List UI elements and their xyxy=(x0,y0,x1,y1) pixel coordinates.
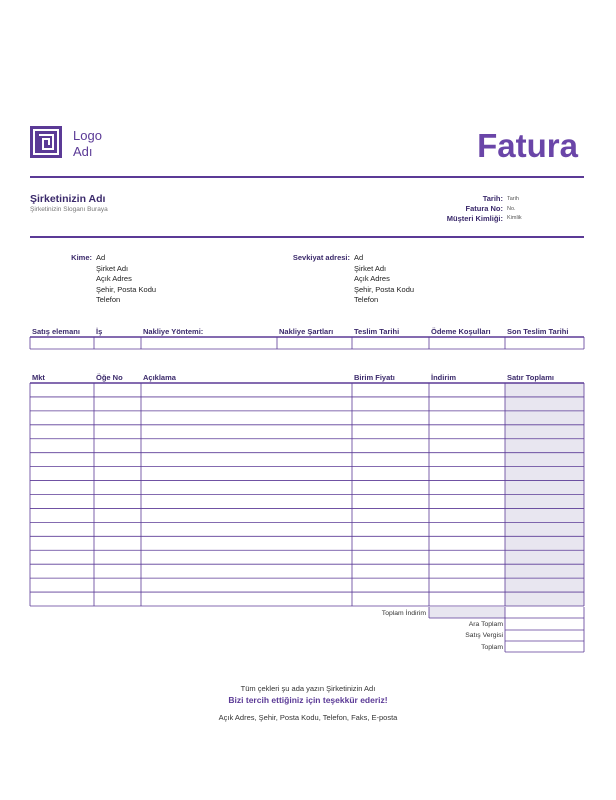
invoice-no-label: Fatura No: xyxy=(465,204,503,213)
ship-to-line[interactable]: Telefon xyxy=(354,295,379,304)
company-name: Şirketinizin Adı xyxy=(30,193,106,205)
item-no-header: Öğe No xyxy=(96,373,123,382)
total-discount-label: Toplam İndirim xyxy=(381,610,426,617)
bill-to-label: Kime: xyxy=(71,253,92,262)
due-date-header: Son Teslim Tarihi xyxy=(507,327,569,336)
sales-tax-label: Satış Vergisi xyxy=(465,632,503,639)
customer-id-value[interactable]: Kimlik xyxy=(507,215,522,221)
contact-line: Açık Adres, Şehir, Posta Kodu, Telefon, Faks, E-posta xyxy=(218,713,398,722)
customer-id-label: Müşteri Kimliği: xyxy=(446,214,503,223)
ship-to-line[interactable]: Şirket Adı xyxy=(354,263,387,273)
thank-you-note: Bizi tercih ettiğiniz için teşekkür ederiz! xyxy=(228,695,388,705)
logo-line-2: Adı xyxy=(73,144,93,159)
payment-terms-header: Ödeme Koşulları xyxy=(431,327,491,336)
date-value[interactable]: Tarih xyxy=(507,196,519,202)
subtotal-label: Ara Toplam xyxy=(468,621,503,628)
invoice-no-value[interactable]: No. xyxy=(507,206,516,212)
description-header: Açıklama xyxy=(143,373,176,382)
ship-to-label: Sevkiyat adresi: xyxy=(292,253,350,262)
salesperson-header: Satış elemanı xyxy=(32,327,80,336)
total-discount-shade[interactable] xyxy=(429,607,505,618)
checks-note: Tüm çekleri şu ada yazın Şirketinizin Adı xyxy=(240,684,376,693)
company-slogan: Şirketinizin Sloganı Buraya xyxy=(30,206,108,213)
shipping-method-header: Nakliye Yöntemi: xyxy=(143,327,204,336)
unit-price-header: Birim Fiyatı xyxy=(354,373,395,382)
date-label: Tarih: xyxy=(482,194,503,203)
ship-to-line[interactable]: Açık Adres xyxy=(354,274,390,283)
bill-to-line[interactable]: Şehir, Posta Kodu xyxy=(96,284,157,294)
ship-to-line[interactable]: Ad xyxy=(354,253,364,262)
discount-header: İndirim xyxy=(431,373,457,382)
bill-to-line[interactable]: Şirket Adı xyxy=(96,263,129,273)
ship-to-line[interactable]: Şehir, Posta Kodu xyxy=(354,284,415,294)
bill-to-line[interactable]: Açık Adres xyxy=(96,274,132,283)
page-title: Fatura xyxy=(477,127,578,164)
qty-header: Mkt xyxy=(32,373,45,382)
bill-to-line[interactable]: Ad xyxy=(96,253,106,262)
total-label: Toplam xyxy=(481,644,503,651)
logo-line-1: Logo xyxy=(73,128,102,143)
bill-to-line[interactable]: Telefon xyxy=(96,295,121,304)
shipping-terms-header: Nakliye Şartları xyxy=(279,327,334,336)
job-header: İş xyxy=(96,327,103,336)
delivery-date-header: Teslim Tarihi xyxy=(354,327,400,336)
line-total-header: Satır Toplamı xyxy=(507,373,554,382)
